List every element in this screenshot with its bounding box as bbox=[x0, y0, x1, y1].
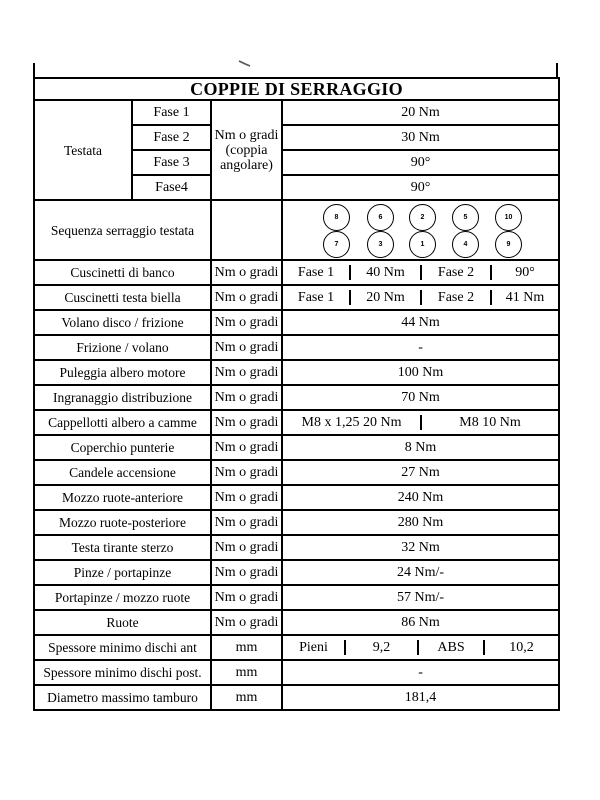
biella-values bbox=[282, 285, 559, 310]
testata-fase-1: Fase 1 bbox=[132, 100, 211, 125]
table-row-label: Pinze / portapinze bbox=[34, 560, 211, 585]
table-row-label: Ingranaggio distribuzione bbox=[34, 385, 211, 410]
table-row-value: - bbox=[282, 335, 559, 360]
bolt-circle: 5 bbox=[452, 204, 479, 231]
dischi-ant-values bbox=[282, 635, 559, 660]
tamburo-label: Diametro massimo tamburo bbox=[34, 685, 211, 710]
table-title: COPPIE DI SERRAGGIO bbox=[34, 78, 559, 100]
bolt-circle: 2 bbox=[409, 204, 436, 231]
table-row-label: Volano disco / frizione bbox=[34, 310, 211, 335]
table-row-label: Testa tirante sterzo bbox=[34, 535, 211, 560]
bolt-circle: 6 bbox=[367, 204, 394, 231]
banco-fase-2: Fase 2 bbox=[421, 265, 491, 280]
table-row-value: 27 Nm bbox=[282, 460, 559, 485]
table-row-label: Portapinze / mozzo ruote bbox=[34, 585, 211, 610]
table-row-value: 86 Nm bbox=[282, 610, 559, 635]
testata-fase-3: Fase 3 bbox=[132, 150, 211, 175]
table-row-label: Puleggia albero motore bbox=[34, 360, 211, 385]
table-row-unit: Nm o gradi bbox=[211, 610, 282, 635]
table-row-value: 32 Nm bbox=[282, 535, 559, 560]
table-row-label: Frizione / volano bbox=[34, 335, 211, 360]
cappellotti-value-2: M8 10 Nm bbox=[459, 415, 521, 430]
dischi-ant-label: Spessore minimo dischi ant bbox=[34, 635, 211, 660]
biella-value-1: 20 Nm bbox=[350, 290, 421, 305]
table-row-value: 44 Nm bbox=[282, 310, 559, 335]
bolt-circle: 3 bbox=[367, 231, 394, 258]
table-row-unit: Nm o gradi bbox=[211, 360, 282, 385]
banco-fase-1: Fase 1 bbox=[283, 265, 350, 280]
table-row-unit: Nm o gradi bbox=[211, 335, 282, 360]
biella-value-2: 41 Nm bbox=[505, 290, 545, 305]
banco-value-2: 90° bbox=[515, 265, 535, 280]
table-row-label: Coperchio punterie bbox=[34, 435, 211, 460]
table-row-unit: Nm o gradi bbox=[211, 435, 282, 460]
biella-fase-1: Fase 1 bbox=[283, 290, 350, 305]
cappellotti-values bbox=[282, 410, 559, 435]
table-row-unit: Nm o gradi bbox=[211, 485, 282, 510]
dischi-ant-value-3: ABS bbox=[418, 640, 484, 655]
testata-value-2: 30 Nm bbox=[282, 125, 559, 150]
testata-unit: Nm o gradi (coppia angolare) bbox=[211, 100, 282, 200]
bolt-circle: 1 bbox=[409, 231, 436, 258]
dischi-post-unit: mm bbox=[211, 660, 282, 685]
table-row-unit: Nm o gradi bbox=[211, 535, 282, 560]
table-top-border bbox=[33, 63, 558, 77]
table-row-unit: Nm o gradi bbox=[211, 385, 282, 410]
table-row-value: 280 Nm bbox=[282, 510, 559, 535]
banco-values bbox=[282, 260, 559, 285]
testata-fase-2: Fase 2 bbox=[132, 125, 211, 150]
sequenza-diagram bbox=[282, 200, 559, 260]
tamburo-value: 181,4 bbox=[282, 685, 559, 710]
testata-label: Testata bbox=[34, 100, 132, 200]
table-row-value: 57 Nm/- bbox=[282, 585, 559, 610]
dischi-ant-value-4: 10,2 bbox=[509, 640, 534, 655]
dischi-ant-value-1: Pieni bbox=[283, 640, 345, 655]
biella-unit: Nm o gradi bbox=[211, 285, 282, 310]
bolt-circle: 7 bbox=[323, 231, 350, 258]
banco-value-1: 40 Nm bbox=[350, 265, 421, 280]
testata-value-4: 90° bbox=[282, 175, 559, 200]
table-row-unit: Nm o gradi bbox=[211, 310, 282, 335]
testata-value-1: 20 Nm bbox=[282, 100, 559, 125]
dischi-post-label: Spessore minimo dischi post. bbox=[34, 660, 211, 685]
table-row-label: Mozzo ruote-posteriore bbox=[34, 510, 211, 535]
testata-fase-4: Fase4 bbox=[132, 175, 211, 200]
bolt-circle: 4 bbox=[452, 231, 479, 258]
dischi-post-value: - bbox=[282, 660, 559, 685]
table-row-value: 8 Nm bbox=[282, 435, 559, 460]
bolt-circle: 10 bbox=[495, 204, 522, 231]
torque-table bbox=[33, 77, 560, 711]
table-row-label: Mozzo ruote-anteriore bbox=[34, 485, 211, 510]
table-row-value: 240 Nm bbox=[282, 485, 559, 510]
bolt-circle: 8 bbox=[323, 204, 350, 231]
dischi-ant-unit: mm bbox=[211, 635, 282, 660]
table-row-value: 100 Nm bbox=[282, 360, 559, 385]
banco-unit: Nm o gradi bbox=[211, 260, 282, 285]
table-row-unit: Nm o gradi bbox=[211, 560, 282, 585]
table-row-unit: Nm o gradi bbox=[211, 585, 282, 610]
torque-table-container bbox=[33, 63, 558, 711]
table-row-unit: Nm o gradi bbox=[211, 510, 282, 535]
biella-fase-2: Fase 2 bbox=[421, 290, 491, 305]
table-row-value: 70 Nm bbox=[282, 385, 559, 410]
cappellotti-label: Cappellotti albero a camme bbox=[34, 410, 211, 435]
sequenza-label: Sequenza serraggio testata bbox=[34, 200, 211, 260]
testata-value-3: 90° bbox=[282, 150, 559, 175]
table-row-value: 24 Nm/- bbox=[282, 560, 559, 585]
cappellotti-unit: Nm o gradi bbox=[211, 410, 282, 435]
banco-label: Cuscinetti di banco bbox=[34, 260, 211, 285]
bolt-circle: 9 bbox=[495, 231, 522, 258]
cappellotti-value-1: M8 x 1,25 20 Nm bbox=[283, 415, 421, 430]
table-row-label: Ruote bbox=[34, 610, 211, 635]
sequenza-unit-empty bbox=[211, 200, 282, 260]
table-row-label: Candele accensione bbox=[34, 460, 211, 485]
biella-label: Cuscinetti testa biella bbox=[34, 285, 211, 310]
dischi-ant-value-2: 9,2 bbox=[345, 640, 418, 655]
table-row-unit: Nm o gradi bbox=[211, 460, 282, 485]
tamburo-unit: mm bbox=[211, 685, 282, 710]
